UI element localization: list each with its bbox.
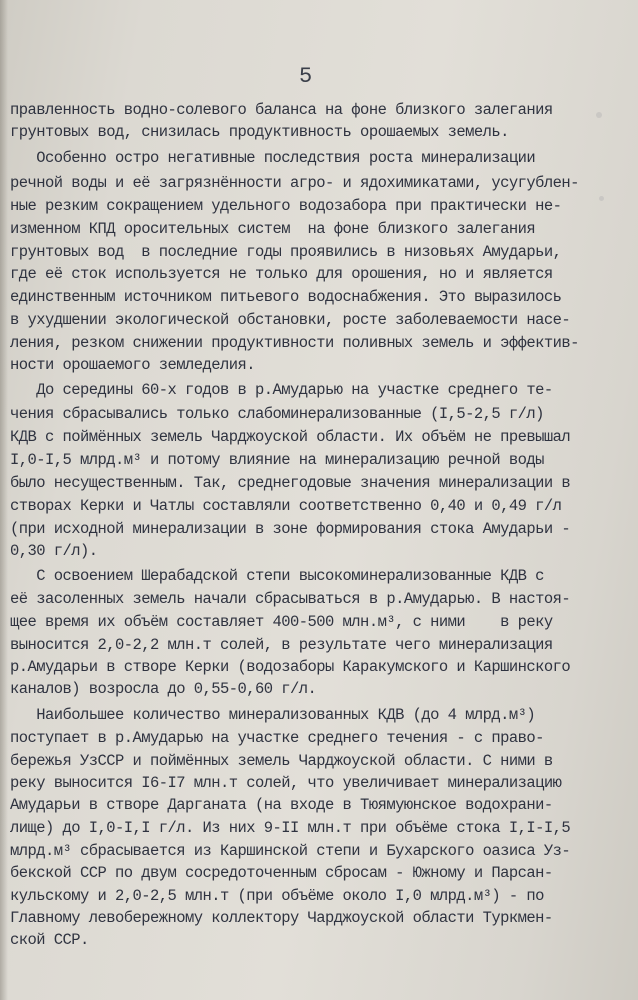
text-line: было несущественным. Так, среднегодовые значения минерализации в (10, 474, 571, 492)
text-line: её засоленных земель начали сбрасываться в р.Амударью. В настоя- (10, 590, 571, 608)
text-line: створах Керки и Чатлы составляли соответственно 0,40 и 0,49 г/л (10, 497, 562, 515)
smudge-mark (599, 196, 604, 201)
text-line: ской ССР. (10, 931, 89, 949)
text-line: 0,30 г/л). (10, 542, 98, 560)
text-line: поступает в р.Амударью на участке среднего течения - с право- (10, 729, 544, 747)
text-line: выносится 2,0-2,2 млн.т солей, в результате чего минерализация (10, 636, 553, 654)
text-line: единственным источником питьевого водоснабжения. Это выразилось (10, 288, 562, 306)
page-number: 5 (299, 64, 313, 89)
text-line: в ухудшении экологической обстановки, росте заболеваемости насе- (10, 311, 571, 329)
text-line: I,0-I,5 млрд.м³ и потому влияние на минерализацию речной воды (10, 451, 544, 469)
text-line: р.Амударьи в створе Керки (водозаборы Каракумского и Каршинского (10, 658, 571, 676)
text-line: грунтовых вод в последние годы проявились в низовьях Амударьи, (10, 243, 562, 261)
text-line: кульскому и 2,0-2,5 млн.т (при объёме около I,0 млрд.м³) - по (10, 887, 544, 905)
text-line: чения сбрасывались только слабоминерализованные (I,5-2,5 г/л) (10, 405, 544, 423)
page-edge-shadow (0, 0, 8, 1000)
text-line: где её сток используется не только для орошения, но и является (10, 265, 553, 283)
text-line: ности орошаемого земледелия. (10, 356, 256, 374)
text-line: ления, резком снижении продуктивности поливных земель и эффектив- (10, 334, 579, 352)
text-line: (при исходной минерализации в зоне формирования стока Амударьи - (10, 520, 571, 538)
text-line: Наибольшее количество минерализованных КДВ (до 4 млрд.м³) (10, 706, 536, 724)
text-line: ные резким сокращением удельного водозабора при практически не- (10, 197, 562, 215)
text-line: До середины 60-х годов в р.Амударью на участке среднего те- (10, 381, 553, 399)
text-line: Особенно остро негативные последствия роста минерализации (10, 149, 536, 167)
text-line: бережья УзССР и поймённых земель Чарджоуской области. С ними в (10, 752, 553, 770)
text-line: речной воды и её загрязнённости агро- и ядохимикатами, усугублен- (10, 174, 579, 192)
text-line: изменном КПД оросительных систем на фоне близкого залегания (10, 220, 536, 238)
text-line: бекской ССР по двум сосредоточенным сбросам - Южному и Парсан- (10, 864, 553, 882)
text-line: правленность водно-солевого баланса на фоне близкого залегания (10, 101, 553, 119)
text-line: щее время их объём составляет 400-500 млн.м³, с ними в реку (10, 613, 553, 631)
text-line: Амударьи в створе Дарганата (на входе в Тюямуюнское водохрани- (10, 796, 553, 814)
text-line: С освоением Шерабадской степи высокоминерализованные КДВ с (10, 567, 544, 585)
text-line: Главному левобережному коллектору Чарджоуской области Туркмен- (10, 909, 553, 927)
text-line: грунтовых вод, снизилась продуктивность орошаемых земель. (10, 123, 509, 141)
text-line: реку выносится I6-I7 млн.т солей, что увеличивает минерализацию (10, 774, 562, 792)
text-line: лище) до I,0-I,I г/л. Из них 9-II млн.т при объёме стока I,I-I,5 (10, 819, 571, 837)
text-line: каналов) возросла до 0,55-0,60 г/л. (10, 680, 317, 698)
text-line: КДВ с поймённых земель Чарджоуской области. Их объём не превышал (10, 428, 571, 446)
text-line: млрд.м³ сбрасывается из Каршинской степи и Бухарского оазиса Уз- (10, 842, 571, 860)
smudge-mark (596, 112, 602, 118)
